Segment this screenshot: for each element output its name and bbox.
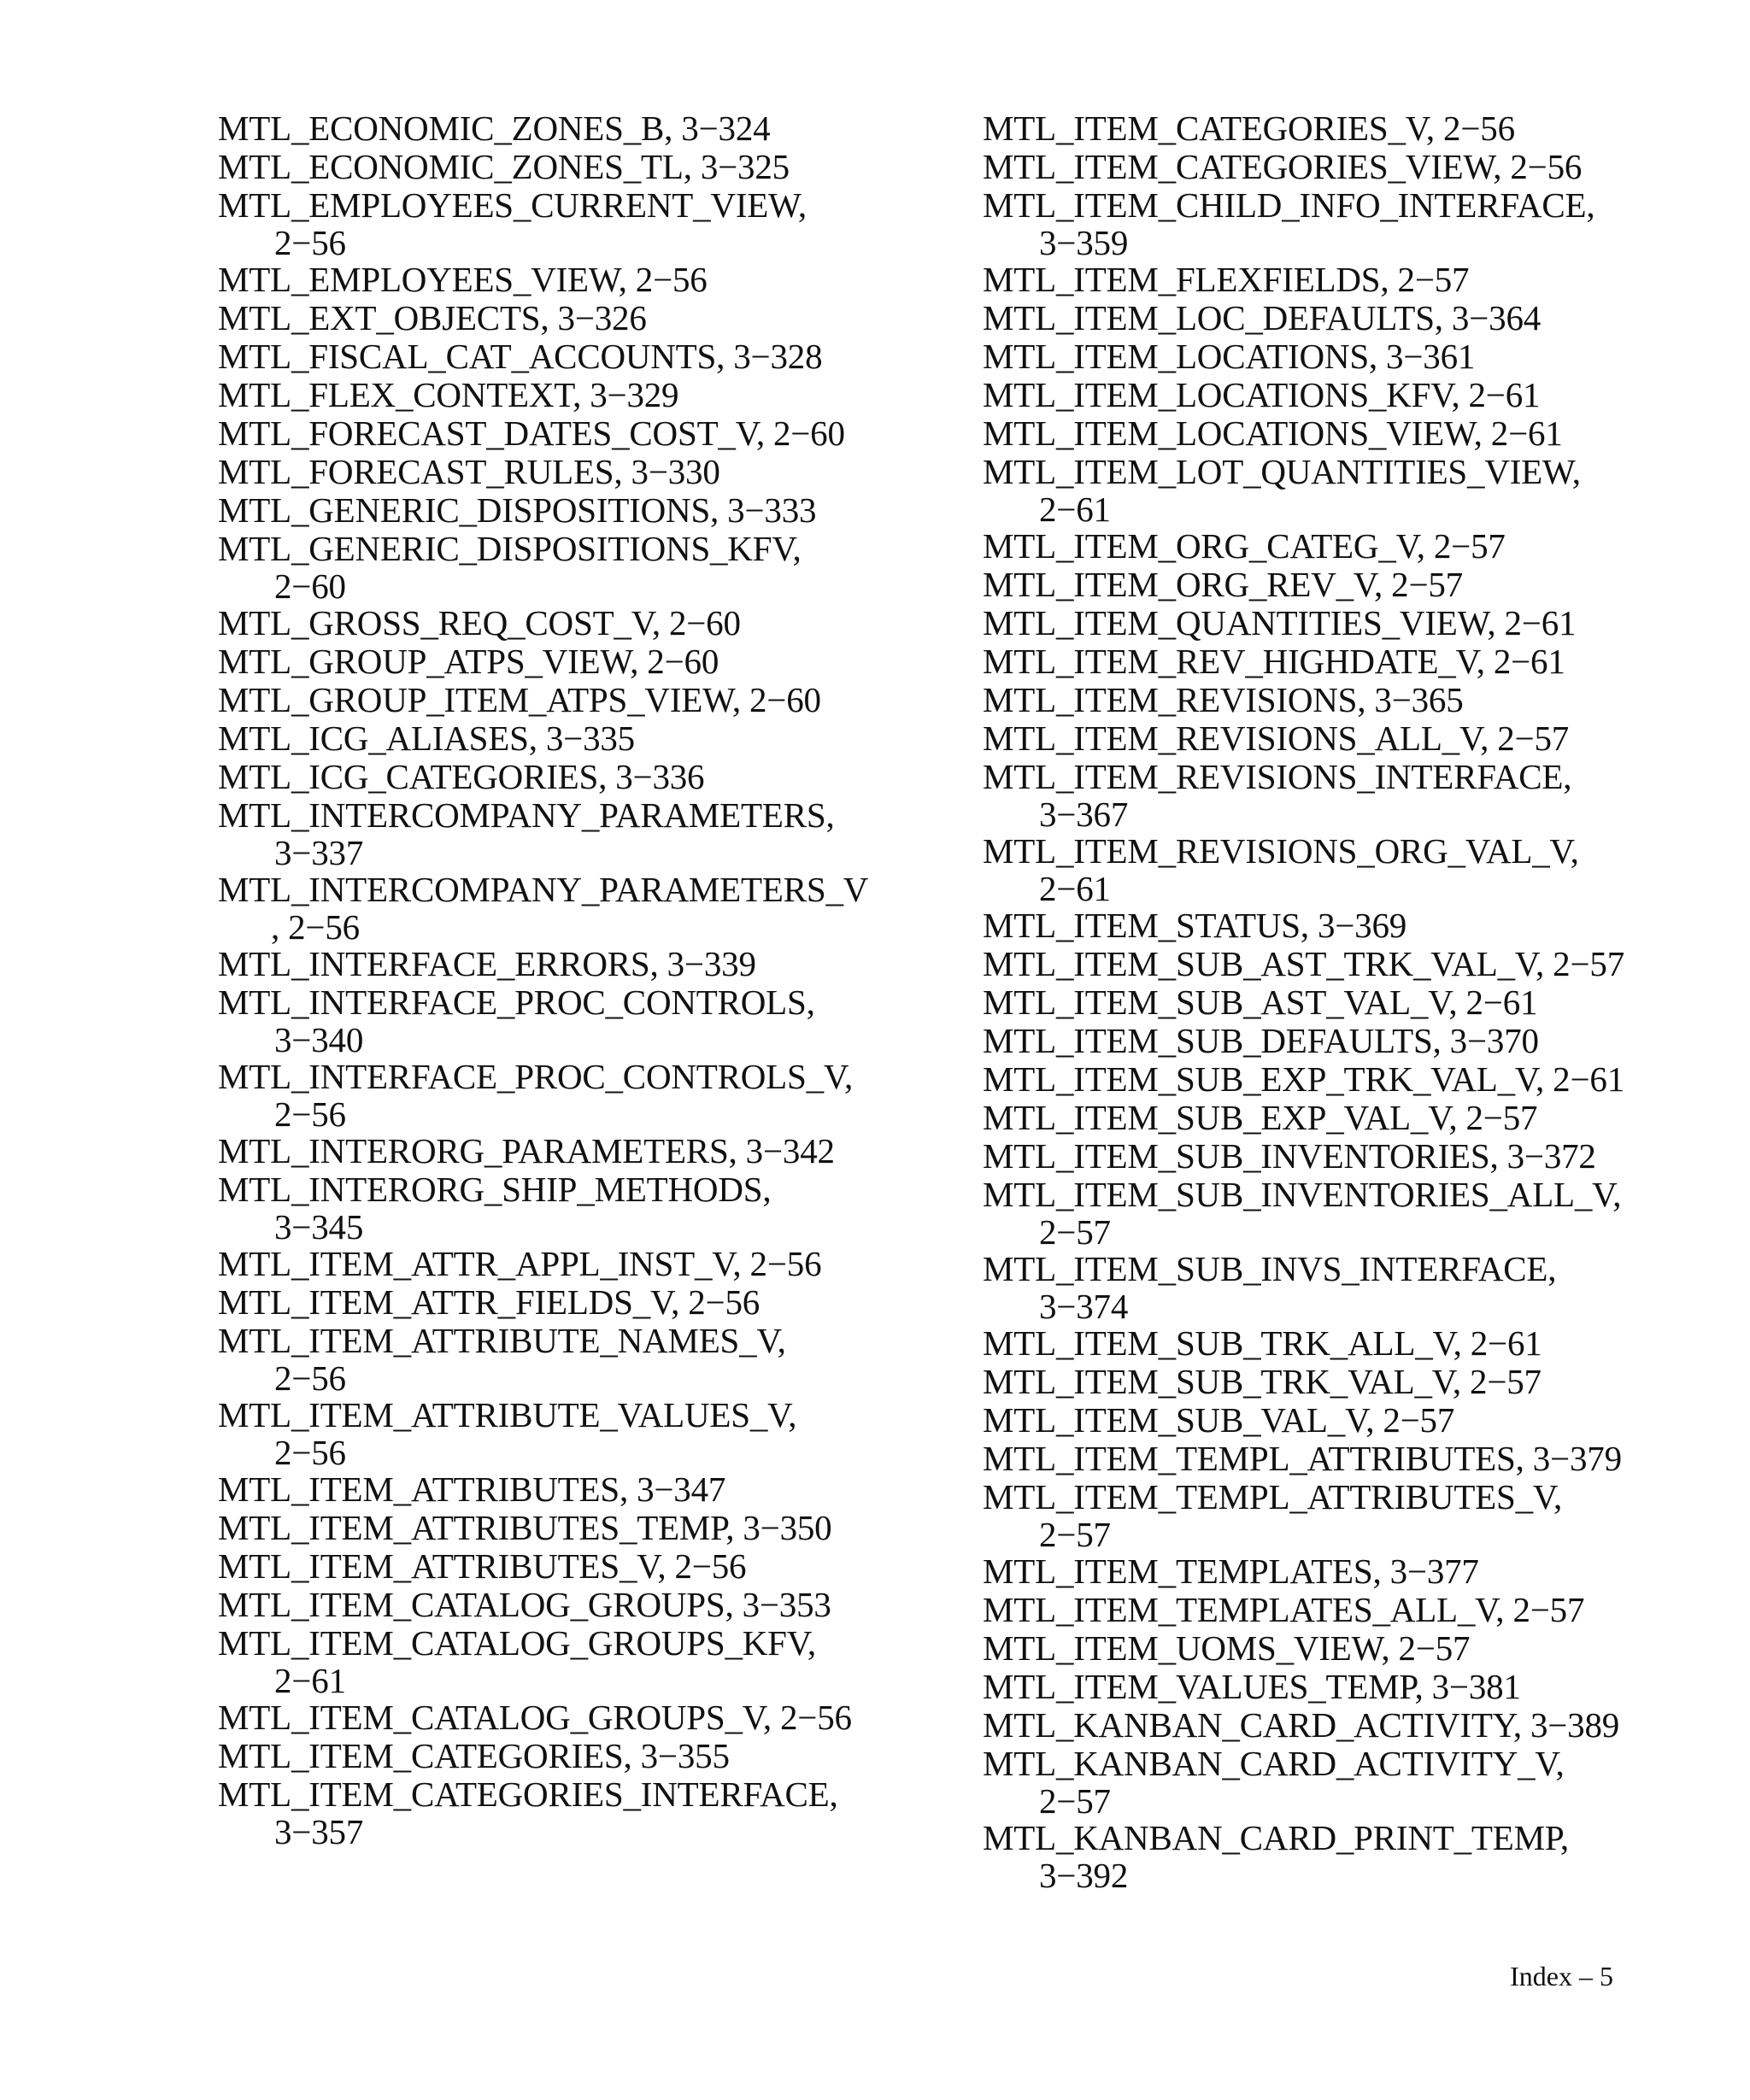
index-entry: [983, 1324, 1632, 1363]
index-entry: [218, 530, 884, 604]
index-entry: [983, 604, 1632, 642]
index-column-left: [218, 109, 884, 1850]
index-entry-page-ref: 2−57: [1470, 1362, 1542, 1401]
index-entry-page-ref: 2−60: [647, 642, 719, 681]
index-entry-name: MTL_ITEM_CATALOG_GROUPS_KFV,: [218, 1623, 816, 1663]
index-entry-page-ref: 2−57: [1433, 526, 1506, 566]
index-entry: [983, 1552, 1632, 1591]
index-entry-page-ref: 3−369: [1317, 906, 1407, 945]
index-entry-page-ref: 3−359: [1039, 223, 1129, 262]
index-entry-name: MTL_ITEM_REVISIONS_ALL_V,: [983, 719, 1489, 758]
index-entry: [983, 1440, 1632, 1478]
index-entry: [218, 796, 884, 871]
index-entry-page-ref: 3−357: [274, 1812, 364, 1851]
index-entry-page-ref: 3−392: [1039, 1856, 1129, 1895]
index-entry-page-ref: 2−56: [780, 1698, 852, 1737]
index-entry-name: MTL_INTERFACE_PROC_CONTROLS,: [218, 983, 815, 1022]
index-entry-page-ref: 3−381: [1431, 1667, 1521, 1706]
index-entry-name: MTL_GENERIC_DISPOSITIONS_KFV,: [218, 529, 802, 568]
index-entry: [218, 1283, 884, 1322]
index-entry-name: MTL_ITEM_QUANTITIES_VIEW,: [983, 603, 1496, 642]
index-entry: [983, 186, 1632, 261]
index-entry: [218, 1586, 884, 1624]
index-entry-page-ref: 2−60: [274, 566, 346, 606]
index-entry: [983, 1137, 1632, 1176]
index-entry: [218, 642, 884, 681]
index-entry-page-ref: 2−57: [1039, 1515, 1111, 1554]
index-entry-name: MTL_ITEM_CATEGORIES_INTERFACE,: [218, 1774, 838, 1814]
index-entry-name: MTL_FORECAST_DATES_COST_V,: [218, 414, 765, 453]
index-entry: [983, 1629, 1632, 1668]
index-entry-page-ref: 3−353: [742, 1585, 831, 1624]
index-entry: [218, 1245, 884, 1283]
index-entry-page-ref: 3−337: [274, 833, 364, 872]
index-entry-page-ref: 3−335: [545, 719, 635, 758]
index-entry-name: MTL_ITEM_REVISIONS_INTERFACE,: [983, 757, 1572, 796]
index-entry-name: MTL_ITEM_SUB_TRK_VAL_V,: [983, 1362, 1461, 1401]
page-footer-label: Index – 5: [1510, 1961, 1613, 1991]
index-entry-name: MTL_ITEM_ATTRIBUTES_V,: [218, 1546, 667, 1586]
index-entry-name: MTL_ITEM_CHILD_INFO_INTERFACE,: [983, 185, 1595, 225]
index-entry-name: MTL_ITEM_SUB_INVENTORIES,: [983, 1136, 1499, 1176]
index-entry-page-ref: 3−379: [1532, 1439, 1622, 1478]
index-entry-page-ref: 2−61: [1553, 1059, 1624, 1099]
index-entry-name: MTL_ITEM_ATTR_FIELDS_V,: [218, 1282, 680, 1322]
index-entry-page-ref: 3−330: [631, 452, 720, 491]
index-entry-name: MTL_ITEM_TEMPL_ATTRIBUTES_V,: [983, 1477, 1563, 1516]
index-entry: [218, 337, 884, 376]
index-entry: [218, 983, 884, 1058]
index-entry-name: MTL_ITEM_CATEGORIES_VIEW,: [983, 147, 1502, 186]
index-entry-page-ref: 2−61: [1039, 869, 1111, 908]
index-entry: [218, 758, 884, 796]
index-entry: [983, 758, 1632, 832]
index-entry-name: MTL_INTERCOMPANY_PARAMETERS_V: [218, 870, 869, 909]
index-entry-page-ref: 3−370: [1449, 1021, 1539, 1060]
index-entry: [983, 1099, 1632, 1137]
index-entry-name: MTL_ITEM_CATALOG_GROUPS,: [218, 1585, 734, 1624]
index-entry: [983, 1363, 1632, 1401]
index-entry-name: MTL_ITEM_SUB_INVENTORIES_ALL_V,: [983, 1175, 1622, 1214]
index-entry: [218, 945, 884, 983]
index-entry-name: MTL_ITEM_FLEXFIELDS,: [983, 260, 1389, 299]
index-entry-name: MTL_FISCAL_CAT_ACCOUNTS,: [218, 337, 725, 376]
index-entry-name: MTL_EMPLOYEES_VIEW,: [218, 260, 627, 299]
index-entry: [983, 719, 1632, 758]
index-entry-name: MTL_ITEM_LOCATIONS_KFV,: [983, 375, 1460, 414]
index-entry: [218, 453, 884, 491]
index-entry-name: MTL_KANBAN_CARD_ACTIVITY,: [983, 1705, 1522, 1745]
index-entry: [983, 414, 1632, 453]
index-entry-page-ref: 3−365: [1374, 680, 1464, 719]
index-entry: [218, 376, 884, 414]
index-entry-page-ref: 2−56: [1510, 147, 1583, 186]
index-entry-name: MTL_ICG_ALIASES,: [218, 719, 537, 758]
index-entry-name: MTL_GROUP_ITEM_ATPS_VIEW,: [218, 680, 741, 719]
index-entry-page-ref: 3−324: [681, 109, 771, 148]
index-entry-page-ref: 2−56: [274, 1094, 346, 1134]
index-entry-page-ref: 2−61: [1490, 414, 1563, 453]
index-entry-page-ref: 2−56: [274, 1433, 346, 1472]
index-entry-name: MTL_INTERORG_PARAMETERS,: [218, 1131, 737, 1170]
index-entry-name: MTL_ITEM_ATTRIBUTE_NAMES_V,: [218, 1321, 786, 1360]
index-entry-page-ref: 3−350: [743, 1508, 832, 1547]
index-entry-page-ref: , 2−56: [271, 907, 360, 947]
index-entry: [218, 148, 884, 186]
index-entry-page-ref: 2−57: [1391, 565, 1463, 604]
index-entry-name: MTL_ITEM_CATALOG_GROUPS_V,: [218, 1698, 772, 1737]
index-entry: [218, 719, 884, 758]
index-entry-page-ref: 3−372: [1506, 1136, 1596, 1176]
index-entry: [218, 1396, 884, 1470]
index-entry-page-ref: 2−57: [1397, 260, 1470, 299]
index-entry: [218, 186, 884, 261]
index-entry: [218, 1775, 884, 1850]
index-entry-name: MTL_ITEM_REV_HIGHDATE_V,: [983, 642, 1485, 681]
index-entry: [983, 1176, 1632, 1250]
index-entry: [218, 1737, 884, 1775]
index-entry-name: MTL_ITEM_SUB_DEFAULTS,: [983, 1021, 1442, 1060]
index-entry-page-ref: 2−57: [1383, 1400, 1455, 1440]
index-entry: [983, 376, 1632, 414]
index-entry-page-ref: 2−56: [749, 1244, 822, 1283]
index-entry: [983, 945, 1632, 983]
index-entry-name: MTL_ITEM_ATTRIBUTE_VALUES_V,: [218, 1395, 797, 1434]
index-entry-name: MTL_ITEM_SUB_TRK_ALL_V,: [983, 1323, 1462, 1363]
index-entry: [983, 148, 1632, 186]
index-entry: [218, 1509, 884, 1547]
index-entry: [218, 604, 884, 642]
index-entry-name: MTL_INTERORG_SHIP_METHODS,: [218, 1170, 772, 1209]
index-entry-page-ref: 2−57: [1039, 1212, 1111, 1252]
index-entry: [983, 566, 1632, 604]
index-entry-name: MTL_KANBAN_CARD_PRINT_TEMP,: [983, 1818, 1569, 1857]
index-entry: [983, 453, 1632, 527]
index-entry-page-ref: 3−355: [640, 1736, 730, 1775]
index-entry-page-ref: 3−377: [1389, 1552, 1479, 1591]
index-entry: [218, 299, 884, 337]
index-entry-page-ref: 2−61: [1468, 375, 1541, 414]
index-entry: [983, 1401, 1632, 1440]
index-entry: [218, 1322, 884, 1396]
index-entry: [218, 1698, 884, 1737]
index-entry-name: MTL_ITEM_REVISIONS,: [983, 680, 1366, 719]
index-entry-name: MTL_ECONOMIC_ZONES_TL,: [218, 147, 692, 186]
index-entry: [983, 1745, 1632, 1819]
index-entry-page-ref: 3−374: [1039, 1287, 1129, 1326]
index-entry: [218, 871, 884, 945]
index-entry-name: MTL_ICG_CATEGORIES,: [218, 757, 608, 796]
index-entry: [983, 983, 1632, 1022]
index-entry-name: MTL_INTERFACE_PROC_CONTROLS_V,: [218, 1057, 854, 1096]
index-entry-name: MTL_ITEM_REVISIONS_ORG_VAL_V,: [983, 831, 1579, 871]
index-entry-name: MTL_EMPLOYEES_CURRENT_VIEW,: [218, 185, 807, 225]
index-entry-name: MTL_ITEM_SUB_EXP_TRK_VAL_V,: [983, 1059, 1545, 1099]
index-entry: [218, 109, 884, 148]
index-entry-page-ref: 2−57: [1512, 1590, 1585, 1629]
index-column-right: [983, 109, 1632, 1893]
index-entry: [218, 261, 884, 299]
index-entry: [983, 109, 1632, 148]
index-entry: [983, 1819, 1632, 1893]
index-entry-page-ref: 2−61: [1504, 603, 1577, 642]
index-entry: [218, 491, 884, 530]
index-entry-name: MTL_GENERIC_DISPOSITIONS,: [218, 490, 719, 530]
index-entry-page-ref: 3−361: [1386, 337, 1476, 376]
index-entry-page-ref: 2−60: [668, 603, 741, 642]
index-entry: [218, 1170, 884, 1245]
index-entry-name: MTL_FLEX_CONTEXT,: [218, 375, 582, 414]
index-entry: [218, 414, 884, 453]
index-entry-name: MTL_ITEM_ORG_CATEG_V,: [983, 526, 1425, 566]
index-entry: [983, 261, 1632, 299]
index-entry-page-ref: 2−56: [274, 1358, 346, 1398]
index-entry-name: MTL_ITEM_SUB_AST_VAL_V,: [983, 983, 1458, 1022]
index-entry-page-ref: 2−56: [1443, 109, 1515, 148]
index-entry: [218, 1058, 884, 1132]
index-entry-page-ref: 2−56: [688, 1282, 760, 1322]
index-entry-page-ref: 3−333: [727, 490, 817, 530]
index-entry-name: MTL_INTERFACE_ERRORS,: [218, 944, 659, 983]
index-entry: [983, 1250, 1632, 1324]
index-entry-page-ref: 2−56: [274, 223, 346, 262]
index-entry-page-ref: 3−345: [274, 1207, 364, 1247]
index-entry-page-ref: 2−61: [274, 1661, 346, 1700]
index-entry-page-ref: 2−61: [1470, 1323, 1542, 1363]
index-entry-name: MTL_ITEM_LOCATIONS_VIEW,: [983, 414, 1483, 453]
index-entry-name: MTL_FORECAST_RULES,: [218, 452, 623, 491]
index-entry: [983, 1591, 1632, 1629]
index-entry-page-ref: 2−57: [1553, 944, 1624, 983]
index-entry: [983, 337, 1632, 376]
index-entry-name: MTL_ECONOMIC_ZONES_B,: [218, 109, 673, 148]
index-entry-page-ref: 3−329: [590, 375, 679, 414]
index-entry-name: MTL_ITEM_TEMPLATES_ALL_V,: [983, 1590, 1505, 1629]
index-entry-name: MTL_EXT_OBJECTS,: [218, 298, 549, 337]
index-entry: [983, 681, 1632, 719]
index-entry-page-ref: 3−336: [615, 757, 705, 796]
index-entry-name: MTL_ITEM_UOMS_VIEW,: [983, 1628, 1390, 1668]
index-entry: [983, 527, 1632, 566]
index-entry-page-ref: 3−347: [637, 1469, 726, 1509]
index-entry: [983, 832, 1632, 906]
index-entry: [983, 906, 1632, 945]
index-entry-page-ref: 3−340: [274, 1020, 364, 1059]
index-entry-name: MTL_INTERCOMPANY_PARAMETERS,: [218, 795, 835, 835]
index-entry-page-ref: 2−61: [1465, 983, 1538, 1022]
index-entry: [983, 1022, 1632, 1060]
index-entry-name: MTL_ITEM_CATEGORIES_V,: [983, 109, 1435, 148]
index-entry-page-ref: 2−57: [1497, 719, 1570, 758]
index-entry-name: MTL_ITEM_ORG_REV_V,: [983, 565, 1383, 604]
index-entry-name: MTL_KANBAN_CARD_ACTIVITY_V,: [983, 1744, 1565, 1783]
index-entry-page-ref: 3−389: [1530, 1705, 1620, 1745]
index-entry: [983, 1668, 1632, 1706]
index-entry: [218, 1470, 884, 1509]
index-entry-page-ref: 2−57: [1039, 1781, 1111, 1821]
index-entry-name: MTL_ITEM_SUB_AST_TRK_VAL_V,: [983, 944, 1545, 983]
index-entry: [983, 642, 1632, 681]
index-entry-name: MTL_ITEM_LOCATIONS,: [983, 337, 1377, 376]
index-entry-page-ref: 3−367: [1039, 795, 1129, 834]
index-entry-page-ref: 2−60: [749, 680, 821, 719]
index-entry-name: MTL_ITEM_SUB_VAL_V,: [983, 1400, 1375, 1440]
index-entry-name: MTL_ITEM_ATTRIBUTES_TEMP,: [218, 1508, 735, 1547]
index-entry-name: MTL_GROUP_ATPS_VIEW,: [218, 642, 639, 681]
index-entry-name: MTL_ITEM_SUB_INVS_INTERFACE,: [983, 1249, 1557, 1288]
index-entry-name: MTL_ITEM_TEMPLATES,: [983, 1552, 1382, 1591]
index-entry-page-ref: 3−325: [700, 147, 790, 186]
index-entry-name: MTL_ITEM_VALUES_TEMP,: [983, 1667, 1424, 1706]
index-entry-name: MTL_ITEM_CATEGORIES,: [218, 1736, 632, 1775]
index-entry-name: MTL_ITEM_ATTR_APPL_INST_V,: [218, 1244, 742, 1283]
index-entry-page-ref: 3−339: [667, 944, 756, 983]
index-entry-page-ref: 3−326: [557, 298, 647, 337]
index-entry: [218, 1547, 884, 1586]
index-entry-name: MTL_ITEM_TEMPL_ATTRIBUTES,: [983, 1439, 1524, 1478]
index-entry-page-ref: 3−364: [1451, 298, 1542, 337]
index-entry-page-ref: 2−61: [1039, 490, 1111, 529]
index-entry: [983, 299, 1632, 337]
index-entry-name: MTL_ITEM_SUB_EXP_VAL_V,: [983, 1098, 1458, 1137]
index-entry-page-ref: 2−56: [674, 1546, 747, 1586]
index-entry: [218, 1624, 884, 1698]
index-entry-name: MTL_ITEM_ATTRIBUTES,: [218, 1469, 628, 1509]
index-entry: [983, 1478, 1632, 1552]
index-entry-page-ref: 2−60: [772, 414, 845, 453]
index-entry-page-ref: 2−61: [1493, 642, 1565, 681]
index-entry: [983, 1060, 1632, 1099]
index-entry-name: MTL_GROSS_REQ_COST_V,: [218, 603, 661, 642]
index-entry-page-ref: 2−56: [635, 260, 708, 299]
index-entry-name: MTL_ITEM_STATUS,: [983, 906, 1309, 945]
index-entry-page-ref: 3−342: [745, 1131, 835, 1170]
index-entry-name: MTL_ITEM_LOT_QUANTITIES_VIEW,: [983, 452, 1581, 491]
index-entry-page-ref: 3−328: [733, 337, 823, 376]
index-entry: [983, 1706, 1632, 1745]
index-entry: [218, 1132, 884, 1170]
index-entry: [218, 681, 884, 719]
index-entry-page-ref: 2−57: [1465, 1098, 1538, 1137]
index-entry-name: MTL_ITEM_LOC_DEFAULTS,: [983, 298, 1443, 337]
index-entry-page-ref: 2−57: [1398, 1628, 1471, 1668]
